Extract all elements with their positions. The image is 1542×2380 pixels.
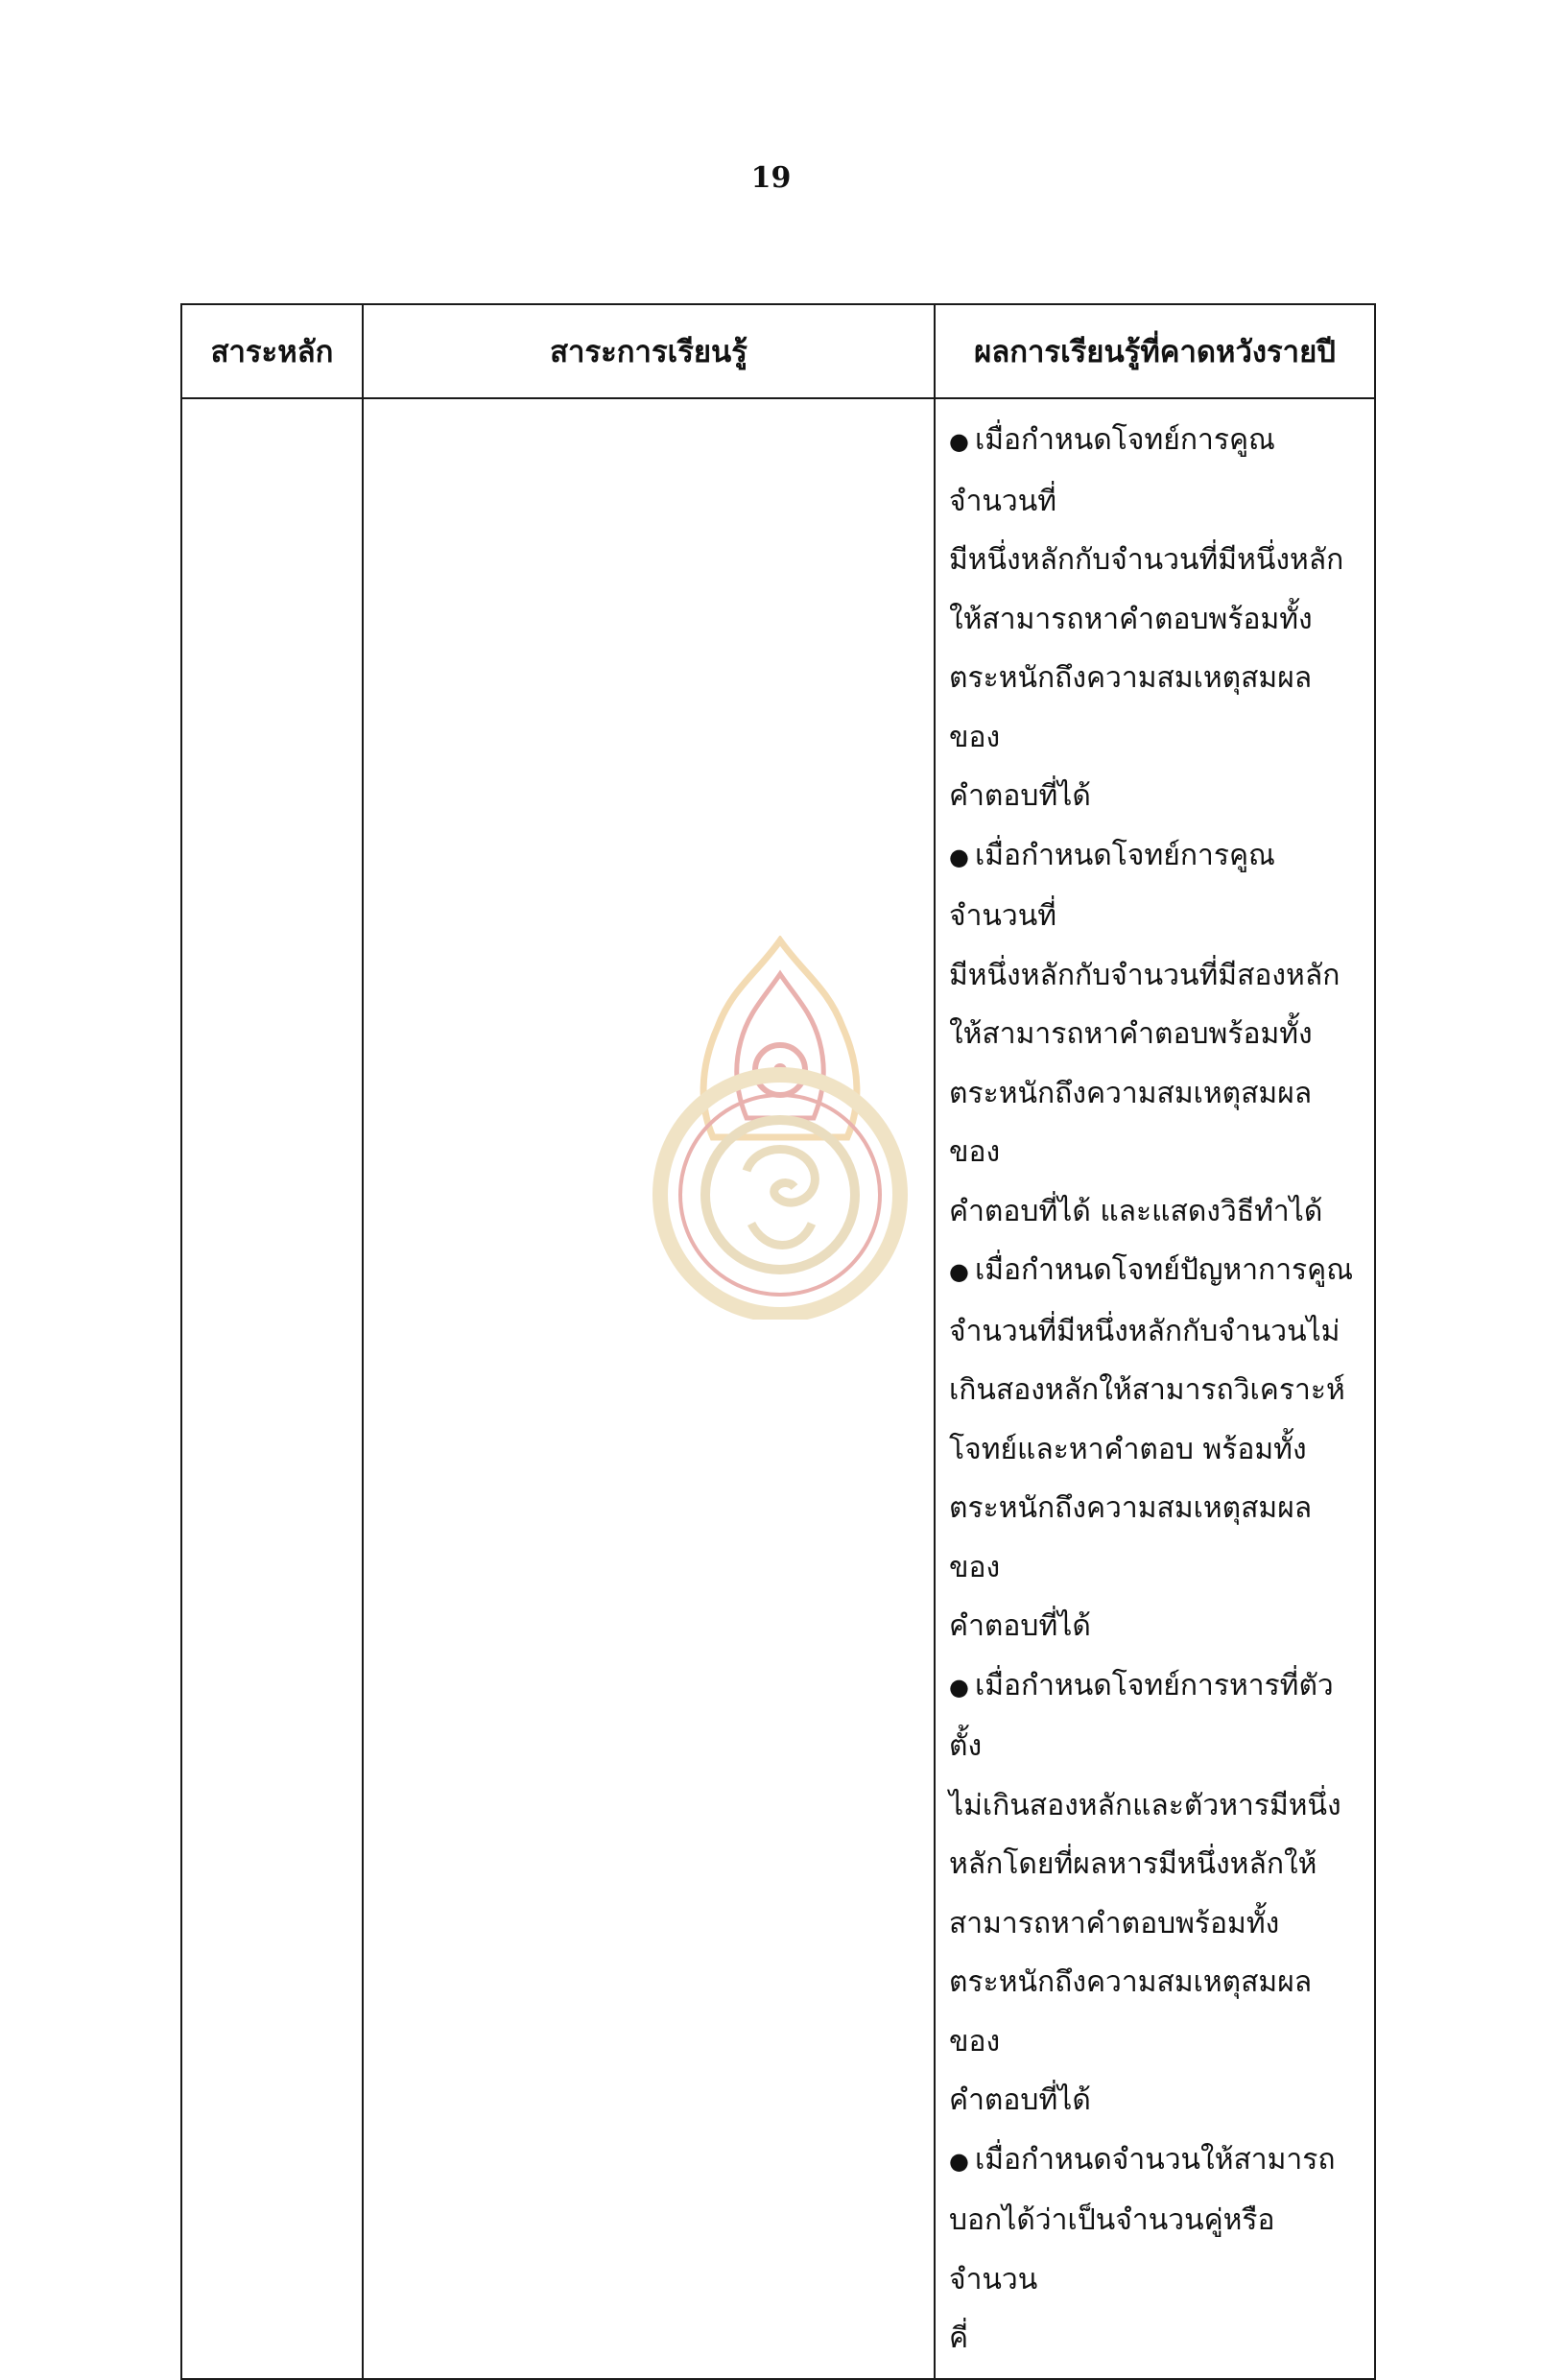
bullet-icon: ● bbox=[949, 1673, 969, 1701]
outcome-line bbox=[949, 1182, 1361, 1242]
outcome-text: เมื่อกำหนดโจทย์การคูณจำนวนที่ bbox=[949, 423, 1275, 518]
cell-learning-content bbox=[363, 398, 935, 2379]
outcome-line bbox=[949, 1361, 1361, 1420]
table-row bbox=[181, 398, 1375, 2379]
outcome-text: คำตอบที่ได้ bbox=[949, 779, 1091, 813]
outcome-text: เมื่อกำหนดโจทย์ปัญหาการคูณ bbox=[974, 1253, 1354, 1287]
outcome-line bbox=[949, 649, 1361, 767]
outcome-text: ตระหนักถึงความสมเหตุสมผลของ bbox=[949, 661, 1313, 754]
cell-core-content bbox=[181, 398, 363, 2379]
outcome-text: เมื่อกำหนดโจทย์การหารที่ตัวตั้ง bbox=[949, 1668, 1334, 1763]
outcome-line bbox=[949, 826, 1361, 946]
outcome-line bbox=[949, 1479, 1361, 1597]
list-item bbox=[949, 2130, 1361, 2368]
bullet-icon: ● bbox=[949, 843, 969, 870]
outcome-text: บอกได้ว่าเป็นจำนวนคู่หรือจำนวน bbox=[949, 2203, 1275, 2297]
outcome-line bbox=[949, 2130, 1361, 2192]
outcome-text: ตระหนักถึงความสมเหตุสมผลของ bbox=[949, 1491, 1313, 1584]
outcome-text: ตระหนักถึงความสมเหตุสมผลของ bbox=[949, 1965, 1313, 2059]
outcome-line bbox=[949, 767, 1361, 826]
outcome-text: สามารถหาคำตอบพร้อมทั้ง bbox=[949, 1906, 1280, 1940]
outcome-text: ให้สามารถหาคำตอบพร้อมทั้ง bbox=[949, 1017, 1313, 1051]
outcome-line bbox=[949, 531, 1361, 590]
outcome-line bbox=[949, 1005, 1361, 1064]
curriculum-table bbox=[180, 303, 1376, 2380]
outcome-text: เมื่อกำหนดจำนวนให้สามารถ bbox=[974, 2142, 1336, 2177]
outcome-text: คำตอบที่ได้ bbox=[949, 1609, 1091, 1643]
outcome-line bbox=[949, 1894, 1361, 1954]
table-header-row bbox=[181, 304, 1375, 398]
outcome-line bbox=[949, 1656, 1361, 1776]
list-item bbox=[949, 826, 1361, 1242]
outcome-line bbox=[949, 1597, 1361, 1656]
emblem-seal-icon bbox=[641, 936, 919, 1320]
outcome-text: เมื่อกำหนดโจทย์การคูณจำนวนที่ bbox=[949, 838, 1275, 933]
cell-expected-outcomes bbox=[935, 398, 1375, 2379]
bullet-icon: ● bbox=[949, 1258, 969, 1285]
list-item bbox=[949, 1241, 1361, 1656]
outcome-text: จำนวนที่มีหนึ่งหลักกับจำนวนไม่ bbox=[949, 1314, 1340, 1348]
outcome-line bbox=[949, 1241, 1361, 1302]
outcome-text: คี่ bbox=[949, 2321, 969, 2355]
outcome-line bbox=[949, 1953, 1361, 2071]
outcome-text: ให้สามารถหาคำตอบพร้อมทั้ง bbox=[949, 602, 1313, 636]
page-number: 19 bbox=[750, 161, 792, 195]
outcome-line bbox=[949, 2191, 1361, 2309]
list-item bbox=[949, 1656, 1361, 2130]
outcome-line bbox=[949, 1064, 1361, 1182]
outcome-text: โจทย์และหาคำตอบ พร้อมทั้ง bbox=[949, 1432, 1307, 1466]
outcome-text: ตระหนักถึงความสมเหตุสมผลของ bbox=[949, 1076, 1313, 1169]
outcome-text: เกินสองหลักให้สามารถวิเคราะห์ bbox=[949, 1373, 1345, 1407]
outcome-text: มีหนึ่งหลักกับจำนวนที่มีสองหลัก bbox=[949, 958, 1340, 992]
outcome-list bbox=[936, 399, 1374, 2378]
outcome-line bbox=[949, 1302, 1361, 1362]
outcome-line bbox=[949, 590, 1361, 650]
bullet-icon: ● bbox=[949, 428, 969, 455]
outcome-text: คำตอบที่ได้ bbox=[949, 2083, 1091, 2117]
outcome-text: หลักโดยที่ผลหารมีหนึ่งหลักให้ bbox=[949, 1847, 1317, 1881]
outcome-line bbox=[949, 946, 1361, 1006]
outcome-text: คำตอบที่ได้ และแสดงวิธีทำได้ bbox=[949, 1194, 1323, 1228]
header-core-content: สาระหลัก bbox=[181, 304, 363, 398]
outcome-line bbox=[949, 2071, 1361, 2130]
outcome-line bbox=[949, 411, 1361, 531]
list-item bbox=[949, 411, 1361, 826]
outcome-line bbox=[949, 1420, 1361, 1480]
outcome-line bbox=[949, 1776, 1361, 1836]
outcome-text: ไม่เกินสองหลักและตัวหารมีหนึ่ง bbox=[949, 1788, 1341, 1822]
header-expected-outcomes: ผลการเรียนรู้ที่คาดหวังรายปี bbox=[935, 304, 1375, 398]
bullet-icon: ● bbox=[949, 2147, 969, 2175]
outcome-line bbox=[949, 1835, 1361, 1894]
outcome-text: มีหนึ่งหลักกับจำนวนที่มีหนึ่งหลัก bbox=[949, 543, 1344, 577]
outcome-line bbox=[949, 2309, 1361, 2368]
header-learning-content: สาระการเรียนรู้ bbox=[363, 304, 935, 398]
